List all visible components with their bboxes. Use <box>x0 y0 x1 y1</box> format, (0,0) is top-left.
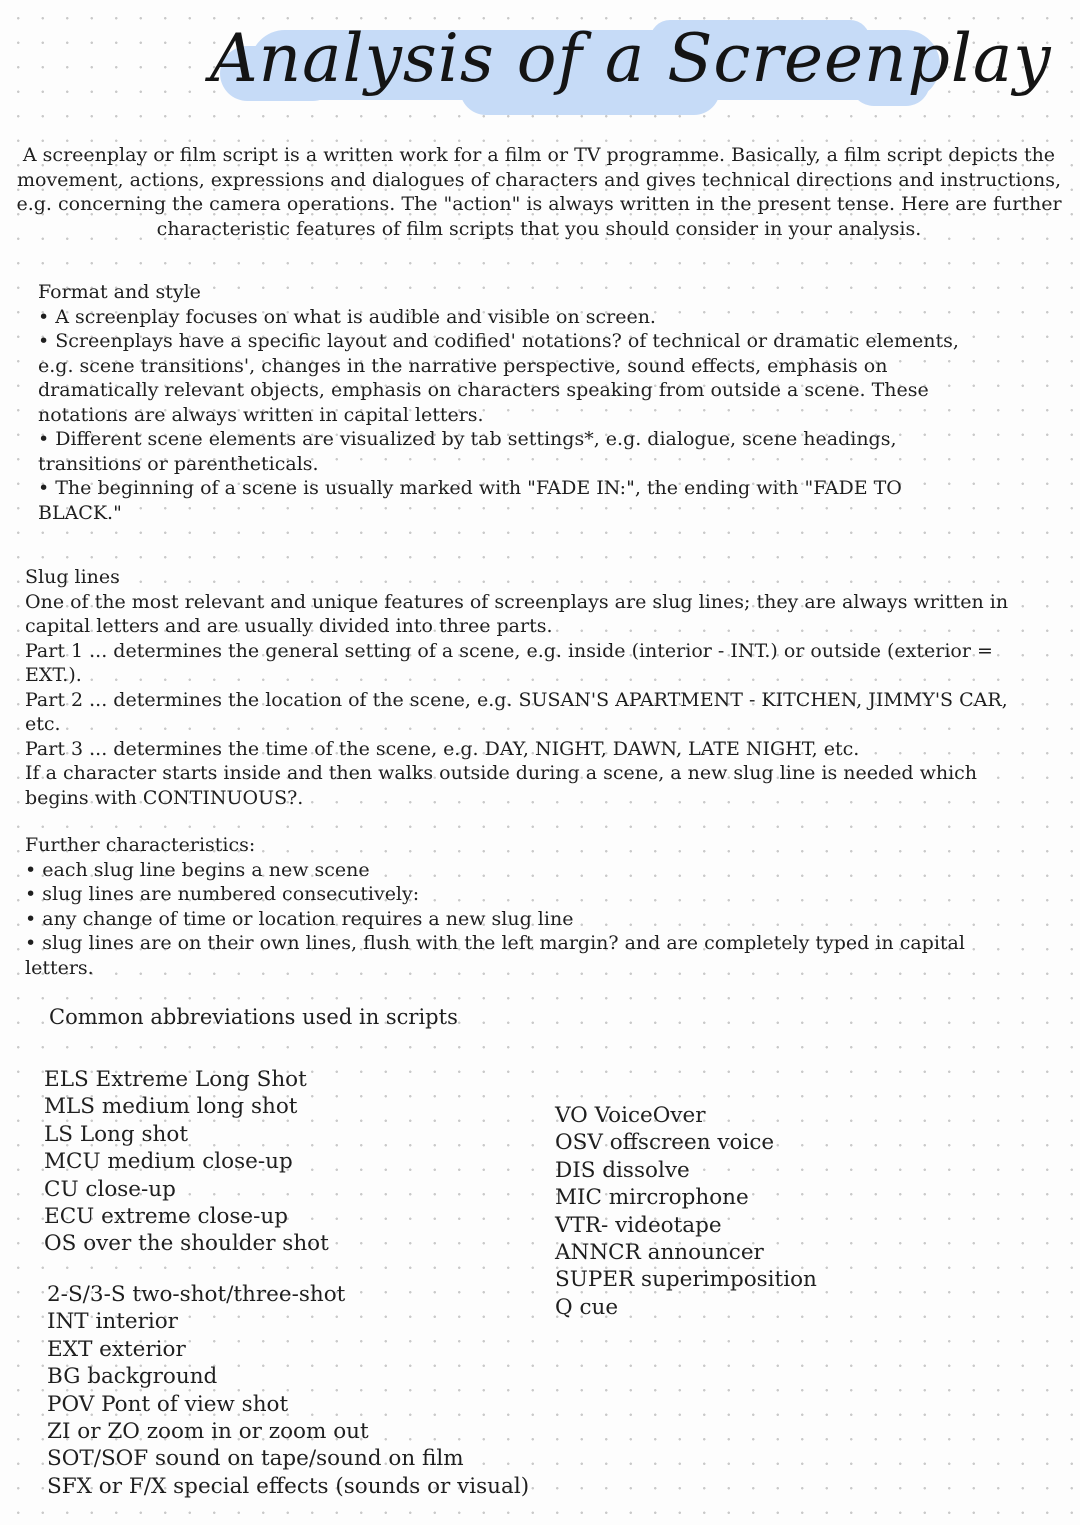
page-title: Analysis of a Screenplay <box>210 20 1052 97</box>
format-line: • The beginning of a scene is usually marked with "FADE IN:", the ending with "FADE TO <box>38 477 902 499</box>
further-characteristics-section <box>25 833 965 980</box>
slug-line: Part 1 ... determines the general setting of a scene, e.g. inside (interior - INT.) or outside (exterior = <box>25 639 993 662</box>
abbreviation-item: EXT exterior <box>47 1336 186 1362</box>
abbreviation-item: CU close-up <box>44 1176 176 1202</box>
abbreviations-shots-list <box>44 1066 329 1258</box>
abbreviation-item: MIC mircrophone <box>555 1185 749 1211</box>
slug-line: capital letters and are usually divided into three parts. <box>25 615 553 637</box>
abbreviation-item: BG background <box>47 1364 218 1390</box>
abbreviation-item: OSV offscreen voice <box>555 1130 775 1156</box>
slug-line: etc. <box>25 713 61 735</box>
format-line: transitions or parentheticals. <box>38 452 319 475</box>
abbreviation-item: VTR- videotape <box>555 1212 722 1238</box>
further-line: • each slug line begins a new scene <box>25 858 370 881</box>
format-line: notations are always written in capital letters. <box>38 403 484 426</box>
format-line: • Screenplays have a specific layout and codified' notations? of technical or dramatic elements, <box>38 330 959 352</box>
title-highlight <box>210 8 1052 128</box>
abbreviation-item: DIS dissolve <box>555 1157 690 1183</box>
slug-line: If a character starts inside and then walks outside during a scene, a new slug line is needed which <box>25 762 978 784</box>
format-line: • Different scene elements are visualized by tab settings*, e.g. dialogue, scene headings, <box>38 428 897 450</box>
slug-line: One of the most relevant and unique features of screenplays are slug lines; they are always written in <box>25 590 1009 613</box>
abbreviation-item: VO VoiceOver <box>555 1103 706 1128</box>
abbreviation-item: SUPER superimposition <box>555 1267 817 1293</box>
slug-line: begins with CONTINUOUS?. <box>25 786 304 809</box>
abbreviation-item: ECU extreme close-up <box>44 1204 289 1230</box>
abbreviations-audio-list <box>555 1102 817 1321</box>
abbreviation-item: Q cue <box>555 1294 619 1320</box>
slug-line: EXT.). <box>25 664 82 686</box>
abbreviation-item: MCU medium close-up <box>44 1149 293 1175</box>
further-heading: Further characteristics: <box>25 834 256 856</box>
format-line: dramatically relevant objects, emphasis on characters speaking from outside a scene. These <box>38 379 929 401</box>
abbreviation-item: ANNCR announcer <box>555 1240 764 1266</box>
abbreviations-heading: Common abbreviations used in scripts <box>49 1005 458 1029</box>
abbreviation-item: LS Long shot <box>44 1121 188 1147</box>
format-and-style-section <box>38 280 959 525</box>
format-line: BLACK." <box>38 501 122 524</box>
abbreviation-item: OS over the shoulder shot <box>44 1231 329 1257</box>
slug-lines-section <box>25 565 1008 810</box>
abbreviation-item: SFX or F/X special effects (sounds or visual) <box>47 1473 530 1499</box>
further-line: • any change of time or location requires a new slug line <box>25 907 574 930</box>
abbreviation-item: MLS medium long shot <box>44 1094 298 1120</box>
abbreviation-item: POV Pont of view shot <box>47 1391 289 1417</box>
slug-line: Part 3 ... determines the time of the scene, e.g. DAY, NIGHT, DAWN, LATE NIGHT, etc. <box>25 737 860 760</box>
slug-heading: Slug lines <box>25 566 120 588</box>
intro-paragraph: A screenplay or film script is a written work for a film or TV programme. Basically, a film script depicts the movement, actions, expressions and dialogues of characters and gives technical directions and instructions, e.g. concerning the camera operations. The "action" is always written in the present tense. Here are further characteristic features of film scripts that you should consider in your analysis. <box>16 144 1062 240</box>
abbreviation-item: SOT/SOF sound on tape/sound on film <box>47 1446 464 1472</box>
abbreviation-item: 2-S/3-S two-shot/three-shot <box>47 1282 346 1307</box>
abbreviation-item: INT interior <box>47 1309 178 1335</box>
abbreviations-misc-list <box>47 1281 529 1500</box>
abbreviation-item: ZI or ZO zoom in or zoom out <box>47 1419 369 1445</box>
further-line: • slug lines are on their own lines, flush with the left margin? and are completely typed in capital <box>25 932 965 954</box>
further-line: letters. <box>25 956 94 979</box>
further-line: • slug lines are numbered consecutively: <box>25 883 420 905</box>
abbreviation-item: ELS Extreme Long Shot <box>44 1067 307 1092</box>
format-line: • A screenplay focuses on what is audible and visible on screen. <box>38 305 656 328</box>
slug-line: Part 2 ... determines the location of the scene, e.g. SUSAN'S APARTMENT - KITCHEN, JIMMY'S CAR, <box>25 688 1008 711</box>
format-heading: Format and style <box>38 281 201 303</box>
format-line: e.g. scene transitions', changes in the narrative perspective, sound effects, emphasis on <box>38 354 888 377</box>
